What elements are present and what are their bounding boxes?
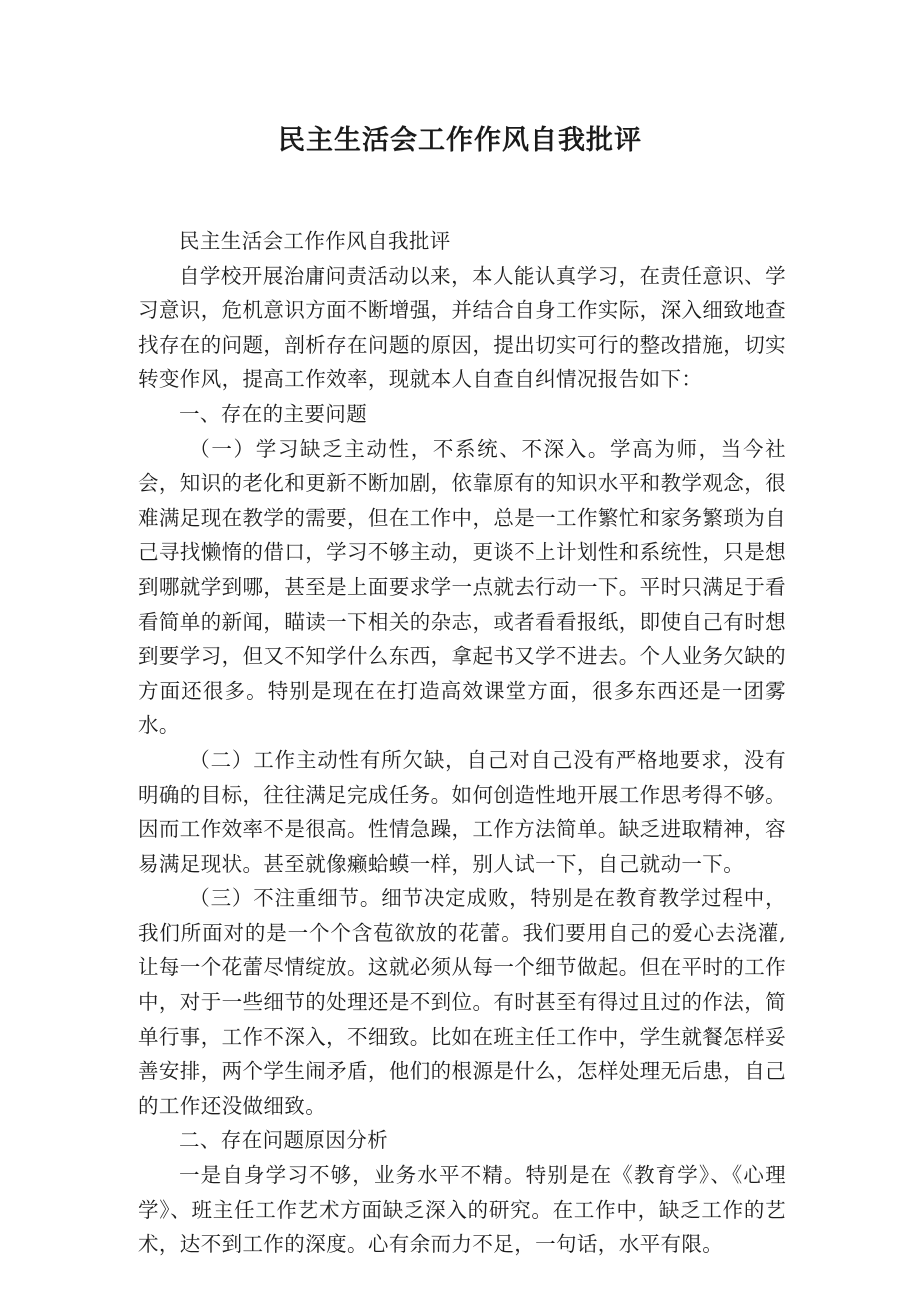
cause-1-paragraph: 一是自身学习不够，业务水平不精。特别是在《教育学》、《心理学》、班主任工作艺术方面缺乏深入的研究。在工作中，缺乏工作的艺术，达不到工作的深度。心有余而力不足，一句话，水平有限。 xyxy=(138,1163,786,1257)
document-title: 民主生活会工作作风自我批评 xyxy=(278,125,642,156)
section-heading-problems: 一、存在的主要问题 xyxy=(179,401,368,426)
document-body xyxy=(138,224,786,1262)
section-heading-causes: 二、存在问题原因分析 xyxy=(179,1128,388,1153)
problem-2-paragraph: （二）工作主动性有所欠缺，自己对自己没有严格地要求，没有明确的目标，往往满足完成任务。如何创造性地开展工作思考得不够。因而工作效率不是很高。性情急躁，工作方法简单。缺乏进取精神，容易满足现状。甚至就像癞蛤蟆一样，别人试一下，自己就动一下。 xyxy=(138,747,786,876)
problem-3-paragraph: （三）不注重细节。细节决定成败，特别是在教育教学过程中，我们所面对的是一个个含苞欲放的花蕾。我们要用自己的爱心去浇灌,让每一个花蕾尽情绽放。这就必须从每一个细节做起。但在平时的工作中，对于一些细节的处理还是不到位。有时甚至有得过且过的作法，简单行事，工作不深入，不细致。比如在班主任工作中，学生就餐怎样妥善安排，两个学生闹矛盾，他们的根源是什么，怎样处理无后患，自己的工作还没做细致。 xyxy=(138,886,786,1118)
intro-paragraph: 自学校开展治庸问责活动以来，本人能认真学习，在责任意识、学习意识，危机意识方面不断增强，并结合自身工作实际，深入细致地查找存在的问题，剖析存在问题的原因，提出切实可行的整改措施，切实转变作风，提高工作效率，现就本人自查自纠情况报告如下： xyxy=(138,263,786,392)
subtitle-paragraph: 民主生活会工作作风自我批评 xyxy=(179,229,451,253)
problem-1-paragraph: （一）学习缺乏主动性，不系统、不深入。学高为师，当今社会，知识的老化和更新不断加剧，依靠原有的知识水平和教学观念，很难满足现在教学的需要，但在工作中，总是一工作繁忙和家务繁琐为自己寻找懒惰的借口，学习不够主动，更谈不上计划性和系统性，只是想到哪就学到哪，甚至是上面要求学一点就去行动一下。平时只满足于看看简单的新闻，瞄读一下相关的杂志，或者看看报纸，即使自己有时想到要学习，但又不知学什么东西，拿起书又学不进去。个人业务欠缺的方面还很多。特别是现在在打造高效课堂方面，很多东西还是一团雾水。 xyxy=(138,436,786,738)
